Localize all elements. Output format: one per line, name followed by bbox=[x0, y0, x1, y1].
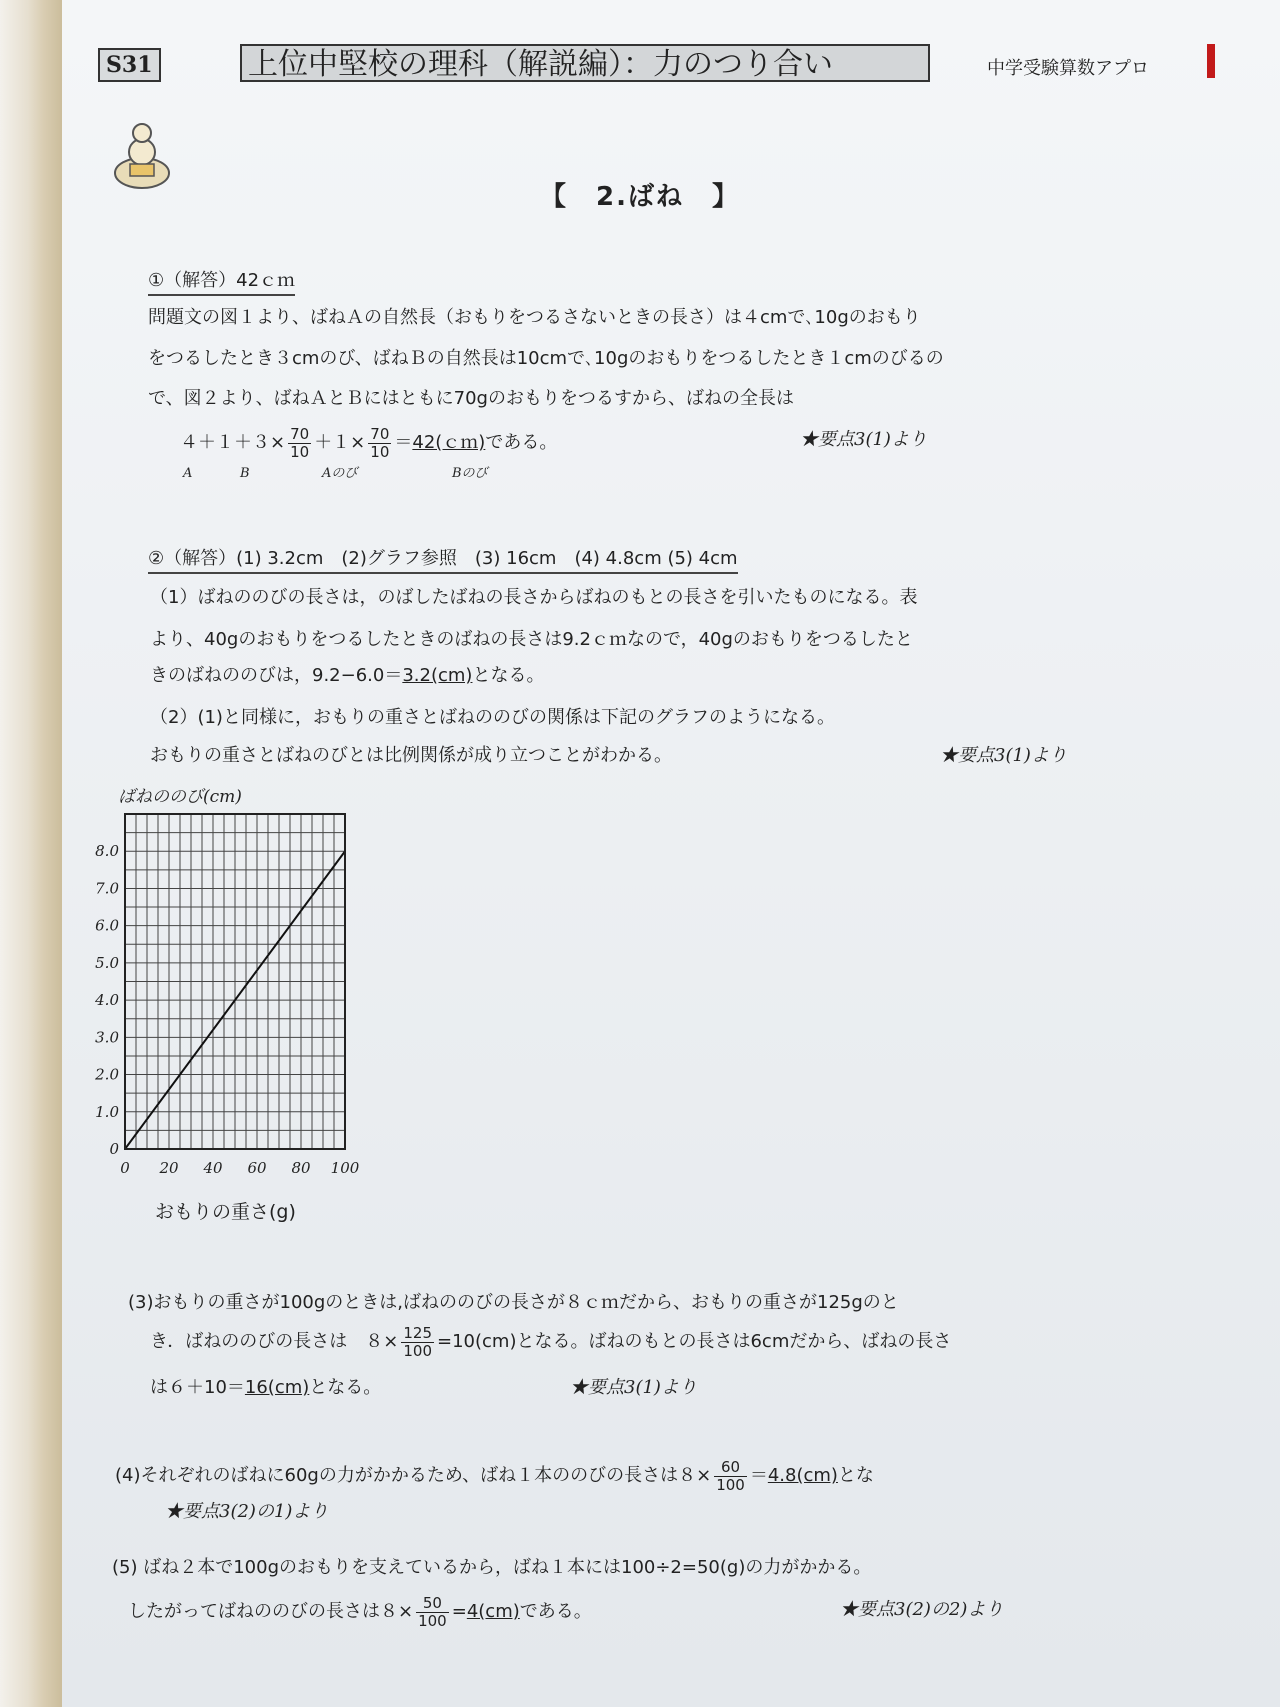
q1-fraction-b bbox=[368, 426, 391, 461]
q2-p5-line-2 bbox=[128, 1592, 592, 1632]
y-tick-label: 7.0 bbox=[95, 879, 119, 898]
q2-p1-line-2: より、40gのおもりをつるしたときのばねの長さは9.2ｃｍなので，40gのおもりをつるしたと bbox=[150, 629, 913, 650]
q1-fraction-a-num: 70 bbox=[290, 424, 310, 443]
q2-p4-fraction-num: 60 bbox=[714, 1459, 747, 1477]
q1-line-2: をつるしたとき３cmのび、ばねＢの自然長は10cmで､10gのおもりをつるしたとき１cmのびるの bbox=[148, 348, 944, 369]
q2-p5-answer: 4(cm) bbox=[466, 1601, 520, 1622]
q2-p1-line-1: （1）ばねののびの長さは，のばしたばねの長さからばねのもとの長さを引いたものになる。表 bbox=[150, 587, 918, 608]
q2-p5-fraction-den: 100 bbox=[418, 1611, 447, 1630]
x-tick-label: 60 bbox=[247, 1159, 267, 1177]
binder-edge bbox=[0, 0, 63, 1707]
q2-p4-fraction-den: 100 bbox=[716, 1475, 745, 1494]
y-tick-label: 0 bbox=[109, 1140, 119, 1158]
y-tick-label: 8.0 bbox=[95, 842, 119, 861]
q2-p5-fraction bbox=[416, 1595, 449, 1630]
brand-name: 中学受験算数アプロ bbox=[987, 58, 1149, 79]
x-tick-label: 20 bbox=[159, 1159, 179, 1177]
q2-p3-fraction bbox=[401, 1325, 434, 1360]
x-tick-label: 0 bbox=[120, 1159, 130, 1177]
q1-label-a-nobi: Aのび bbox=[322, 466, 358, 481]
section-heading: 【 2.ばね 】 bbox=[540, 182, 740, 212]
q2-p3-line-2 bbox=[150, 1322, 951, 1362]
q2-p5-line-2-post: である。 bbox=[519, 1601, 592, 1622]
sheet-title: 上位中堅校の理科（解説編）：力のつり合い bbox=[240, 44, 930, 82]
q2-p5-line-2-eq: = bbox=[451, 1601, 467, 1622]
q1-formula-pre: ４＋１＋３× bbox=[180, 432, 286, 453]
chart-x-axis-label: おもりの重さ(g) bbox=[155, 1201, 296, 1223]
y-tick-label: 3.0 bbox=[95, 1028, 119, 1047]
q2-p3-note: ★要点3(1)より bbox=[570, 1377, 697, 1398]
q1-line-1: 問題文の図１より、ばねＡの自然長（おもりをつるさないときの長さ）は４cmで､10gのおもり bbox=[148, 307, 921, 328]
q2-answer-header: ②（解答）(1) 3.2cm (2)グラフ参照 (3) 16cm (4) 4.8cm (5) 4cm bbox=[148, 544, 738, 574]
q2-p1-line-3 bbox=[150, 664, 544, 688]
x-tick-label: 40 bbox=[203, 1159, 223, 1177]
y-tick-label: 1.0 bbox=[95, 1102, 119, 1121]
chart-y-ticks bbox=[94, 842, 119, 1158]
q1-formula-post: である。 bbox=[485, 432, 558, 453]
q2-p4-note: ★要点3(2)の1)より bbox=[165, 1501, 329, 1522]
q1-fraction-b-num: 70 bbox=[370, 424, 390, 443]
q2-p3-fraction-num: 125 bbox=[403, 1323, 433, 1342]
q2-p5-fraction-num: 50 bbox=[416, 1595, 449, 1613]
mascot-icon bbox=[112, 118, 172, 190]
q1-label-a: A bbox=[183, 466, 193, 481]
q1-formula-mid: ＋１× bbox=[314, 432, 366, 453]
q1-line-3: で、図２より、ばねＡとＢにはともに70gのおもりをつるすから、ばねの全長は bbox=[148, 388, 794, 409]
q2-p5-note: ★要点3(2)の2)より bbox=[840, 1599, 1004, 1620]
q1-fraction-a-den: 10 bbox=[290, 442, 310, 461]
q1-note: ★要点3(1)より bbox=[800, 429, 927, 450]
q2-p3-line-1: (3)おもりの重さが100gのときは,ばねののびの長さが８ｃｍだから、おもりの重さが125gのと bbox=[128, 1292, 899, 1313]
q2-p5-line-2-pre: したがってばねののびの長さは８× bbox=[128, 1601, 414, 1622]
sheet-code: S31 bbox=[98, 48, 161, 82]
brand-mark bbox=[1207, 44, 1215, 78]
q1-answer-header: ①（解答）42ｃｍ bbox=[148, 266, 295, 296]
q1-formula-answer: 42(ｃｍ) bbox=[412, 432, 486, 453]
q2-p3-fraction-den: 100 bbox=[403, 1341, 433, 1360]
spring-extension-chart bbox=[80, 780, 380, 1220]
q1-label-b: B bbox=[240, 466, 250, 481]
q1-formula-eq: ＝ bbox=[394, 432, 413, 453]
x-tick-label: 80 bbox=[291, 1159, 311, 1177]
q1-fraction-b-den: 10 bbox=[370, 442, 390, 461]
q2-p3-line-2-pre: き．ばねののびの長さは ８× bbox=[150, 1331, 399, 1352]
q2-p3-line-2-post: =10(cm)となる。ばねのもとの長さは6cmだから、ばねの長さ bbox=[437, 1331, 952, 1352]
q2-p2-line-2: おもりの重さとばねのびとは比例関係が成り立つことがわかる。 bbox=[150, 745, 672, 766]
y-tick-label: 4.0 bbox=[95, 991, 119, 1010]
q2-p2-note: ★要点3(1)より bbox=[940, 745, 1067, 766]
x-tick-label: 100 bbox=[330, 1159, 360, 1177]
q2-p3-answer: 16(cm) bbox=[244, 1377, 310, 1398]
q2-p3-line-3-post: となる。 bbox=[309, 1377, 382, 1398]
q2-p1-line-3-pre: きのばねののびは，9.2−6.0＝ bbox=[150, 665, 403, 686]
q2-p4-line-1-eq: ＝ bbox=[749, 1465, 768, 1486]
q2-p3-line-3-pre: は６＋10＝ bbox=[150, 1377, 245, 1398]
chart-x-ticks bbox=[120, 1159, 360, 1177]
q2-p2-line-1: （2）(1)と同様に，おもりの重さとばねののびの関係は下記のグラフのようになる。 bbox=[150, 707, 835, 728]
q2-p4-line-1-pre: (4)それぞれのばねに60gの力がかかるため、ばね１本ののびの長さは８× bbox=[115, 1465, 712, 1486]
q2-p1-line-3-post: となる。 bbox=[472, 665, 545, 686]
chart-grid bbox=[125, 814, 345, 1149]
y-tick-label: 5.0 bbox=[95, 953, 119, 972]
y-tick-label: 6.0 bbox=[95, 916, 119, 935]
q1-fraction-a bbox=[288, 426, 311, 461]
y-tick-label: 2.0 bbox=[95, 1065, 119, 1084]
q2-p4-line-1 bbox=[115, 1456, 874, 1496]
q2-p5-line-1: (5) ばね２本で100gのおもりを支えているから，ばね１本には100÷2=50(g)の力がかかる。 bbox=[112, 1557, 872, 1578]
q2-p1-answer: 3.2(cm) bbox=[402, 665, 473, 686]
q1-label-b-nobi: Bのび bbox=[452, 466, 488, 481]
q2-p4-line-1-post: とな bbox=[837, 1465, 874, 1486]
q2-p4-fraction bbox=[714, 1459, 747, 1494]
q2-p4-answer: 4.8(cm) bbox=[767, 1465, 838, 1486]
q1-formula bbox=[180, 423, 557, 463]
q2-p3-line-3 bbox=[150, 1376, 381, 1400]
chart-y-axis-label: ばねののび(cm) bbox=[118, 787, 242, 807]
